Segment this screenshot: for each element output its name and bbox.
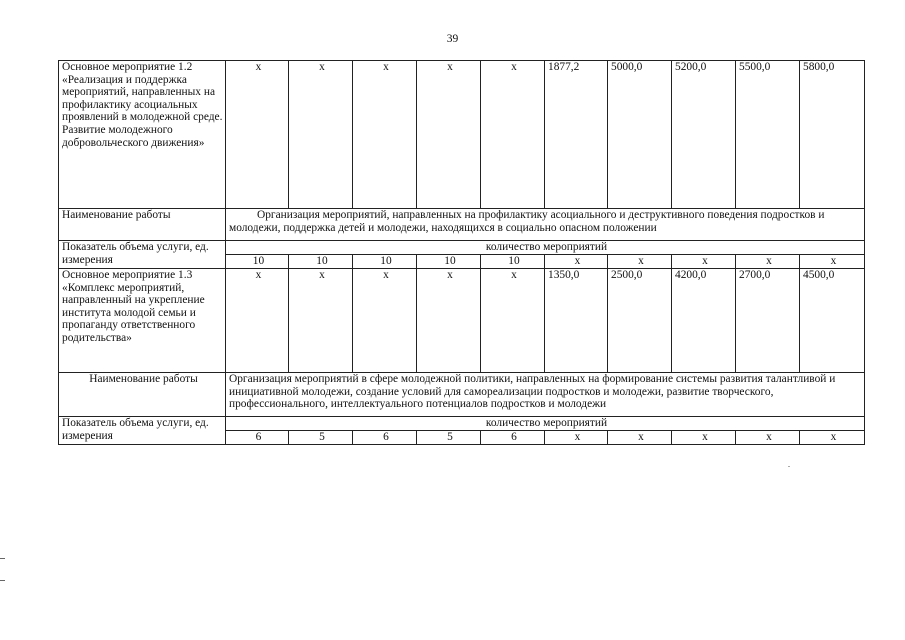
indicator-cell: 10 <box>289 255 353 269</box>
indicator-cell: х <box>545 255 608 269</box>
indicator-label: Показатель объема услуги, ед. измерения <box>59 417 226 445</box>
value-cell: х <box>353 269 417 373</box>
indicator-cell: 6 <box>226 431 289 445</box>
indicator-cell: х <box>608 431 672 445</box>
indicator-cell: 10 <box>226 255 289 269</box>
indicator-cell: х <box>736 431 800 445</box>
indicator-cell: 5 <box>289 431 353 445</box>
table-row <box>59 269 865 373</box>
value-cell: 4500,0 <box>800 269 865 373</box>
program-table <box>58 60 865 445</box>
indicator-cell: 5 <box>417 431 481 445</box>
indicator-cell: х <box>800 431 865 445</box>
work-description: Организация мероприятий в сфере молодежной политики, направленных на формирование системы развития талантливой и инициативной молодежи, создание условий для самореализации подростков и молодежи, развитие творческого, профессионального, интеллектуального потенциалов подростков и молодежи <box>226 373 865 417</box>
value-cell: 5200,0 <box>672 61 736 209</box>
indicator-cell: 10 <box>481 255 545 269</box>
value-cell: х <box>289 269 353 373</box>
value-cell: 5800,0 <box>800 61 865 209</box>
work-description: Организация мероприятий, направленных на профилактику асоциального и деструктивного поведения подростков и молодежи, поддержка детей и молодежи, находящихся в социально опасном положении <box>226 209 865 241</box>
table-row <box>59 373 865 417</box>
scan-mark <box>0 580 5 581</box>
page-number: 39 <box>446 33 459 45</box>
indicator-cell: х <box>608 255 672 269</box>
table-row <box>59 241 865 255</box>
work-label: Наименование работы <box>59 373 226 417</box>
indicator-cell: 6 <box>481 431 545 445</box>
measure-unit: количество мероприятий <box>226 241 865 255</box>
table-row <box>59 61 865 209</box>
value-cell: х <box>353 61 417 209</box>
indicator-cell: х <box>800 255 865 269</box>
indicator-cell: 10 <box>353 255 417 269</box>
value-cell: 5000,0 <box>608 61 672 209</box>
value-cell: 5500,0 <box>736 61 800 209</box>
value-cell: х <box>226 269 289 373</box>
value-cell: х <box>481 61 545 209</box>
value-cell: х <box>417 61 481 209</box>
value-cell: 4200,0 <box>672 269 736 373</box>
indicator-cell: х <box>736 255 800 269</box>
event-label: Основное мероприятие 1.3 «Комплекс мероприятий, направленный на укрепление института молодой семьи и пропаганду ответственного родительства» <box>59 269 226 373</box>
value-cell: х <box>481 269 545 373</box>
value-cell: 1350,0 <box>545 269 608 373</box>
table-row <box>59 209 865 241</box>
scan-mark <box>0 558 5 559</box>
event-label: Основное мероприятие 1.2 «Реализация и поддержка мероприятий, направленных на профилактику асоциальных проявлений в молодежной среде. Развитие молодежного добровольческого движения» <box>59 61 226 209</box>
value-cell: х <box>226 61 289 209</box>
indicator-cell: х <box>545 431 608 445</box>
value-cell: х <box>417 269 481 373</box>
value-cell: 1877,2 <box>545 61 608 209</box>
indicator-cell: х <box>672 255 736 269</box>
indicator-label: Показатель объема услуги, ед. измерения <box>59 241 226 269</box>
scan-mark <box>788 466 790 467</box>
indicator-cell: 10 <box>417 255 481 269</box>
work-label: Наименование работы <box>59 209 226 241</box>
value-cell: 2500,0 <box>608 269 672 373</box>
indicator-cell: 6 <box>353 431 417 445</box>
indicator-cell: х <box>672 431 736 445</box>
value-cell: 2700,0 <box>736 269 800 373</box>
value-cell: х <box>289 61 353 209</box>
measure-unit: количество мероприятий <box>226 417 865 431</box>
table-row <box>59 417 865 431</box>
